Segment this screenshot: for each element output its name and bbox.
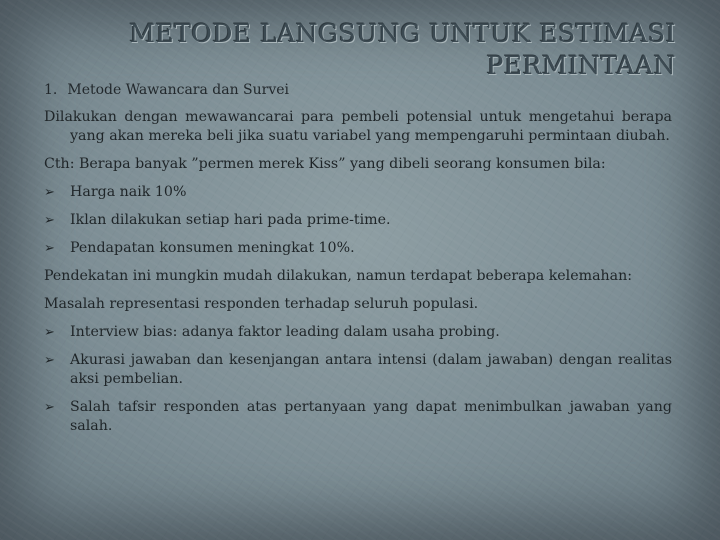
section-heading-text: Metode Wawancara dan Survei [67,82,290,98]
bullet-text: Salah tafsir responden atas pertanyaan yang dapat menimbulkan jawaban yang salah. [70,399,672,434]
intro-paragraph: Dilakukan dengan mewawancarai para pembeli potensial untuk mengetahui berapa yang akan mereka beli jika suatu variabel yang mempengaruhi permintaan diubah. [44,109,672,144]
bullet-text: Pendapatan konsumen meningkat 10%. [70,240,355,256]
bullet-item [44,351,672,389]
arrow-bullet-icon: ➢ [44,325,55,340]
representation-issue: Masalah representasi responden terhadap seluruh populasi. [44,296,479,312]
bullet-item [44,239,672,258]
arrow-bullet-icon: ➢ [44,213,55,228]
bullet-text: Harga naik 10% [70,184,187,200]
bullet-text: Interview bias: adanya faktor leading dalam usaha probing. [70,324,500,340]
arrow-bullet-icon: ➢ [44,353,55,368]
bullet-item [44,183,672,202]
section-number: 1. [44,82,58,98]
bullet-item [44,211,672,230]
arrow-bullet-icon: ➢ [44,400,55,415]
slide-body [44,108,672,445]
arrow-bullet-icon: ➢ [44,241,55,256]
bullet-item [44,323,672,342]
bullet-item [44,398,672,436]
bullet-text: Iklan dilakukan setiap hari pada prime-time. [70,212,391,228]
arrow-bullet-icon: ➢ [44,185,55,200]
section-heading [44,82,289,98]
bullet-text: Akurasi jawaban dan kesenjangan antara intensi (dalam jawaban) dengan realitas aksi pembelian. [70,352,672,387]
weakness-intro: Pendekatan ini mungkin mudah dilakukan, namun terdapat beberapa kelemahan: [44,268,633,284]
example-question: Cth: Berapa banyak ”permen merek Kiss” yang dibeli seorang konsumen bila: [44,156,606,172]
slide-title: METODE LANGSUNG UNTUK ESTIMASI PERMINTAAN [129,19,676,80]
